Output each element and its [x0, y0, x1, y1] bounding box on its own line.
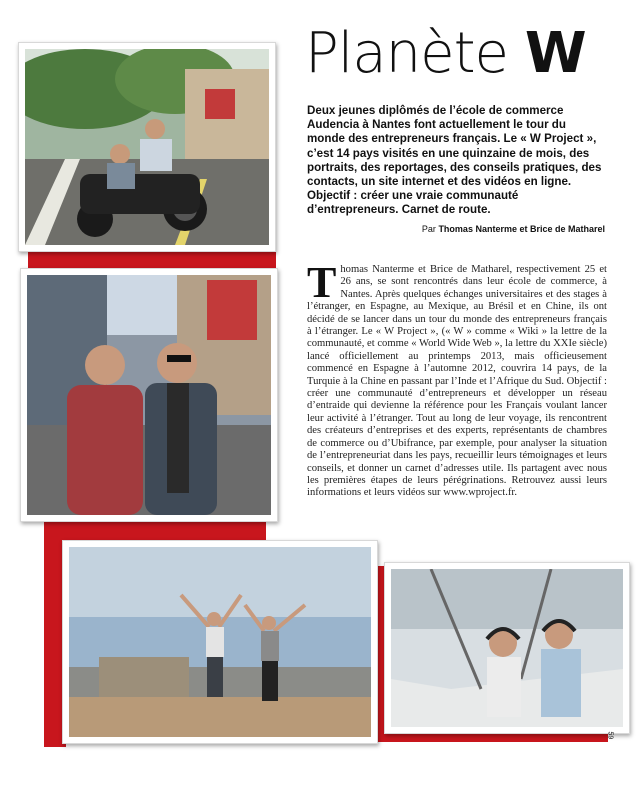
drop-cap: T [307, 258, 337, 307]
article-body [307, 258, 607, 500]
title-light: Planète [305, 21, 508, 86]
sidecar-image [25, 49, 269, 245]
city-duo-image [27, 275, 271, 515]
cockpit-image [391, 569, 623, 727]
title-bold: W [524, 21, 586, 86]
page-number: 59 [606, 731, 614, 740]
photo-cockpit [384, 562, 630, 734]
photo-arms-raised [62, 540, 378, 744]
byline-authors: Thomas Nanterme et Brice de Matharel [438, 224, 605, 234]
arms-raised-image [69, 547, 371, 737]
lead-paragraph: Deux jeunes diplômés de l’école de commerce Audencia à Nantes font actuellement le tour du monde des entrepreneurs français. Le « W Project », c’est 14 pays visités en une quinzaine de mois, des portraits, des reportages, des conseils pratiques, des contacts, un site internet et des vidéos en ligne. Objectif : créer une vraie communauté d’entrepreneurs. Carnet de route. [307, 104, 602, 217]
article-text: homas Nanterme et Brice de Matharel, respectivement 25 et 26 ans, se sont rencontrés dans leur école de commerce, à Nantes. Après quelques échanges universitaires et des stages à l’étranger, en Espagne, au Mexique, au Brésil et en Chine, ils ont décidé de se lancer dans un tour du monde des entrepreneurs français à l’étranger. Le « W Project », (« W » comme « Wiki » la lettre de la communauté, et comme « World Wide Web », la lettre du XXIe siècle) lancé officiellement au printemps 2013, mais officieusement commencé en Espagne à l’automne 2012, couvrira 14 pays, de la Turquie à la Chine en passant par l’Inde et l’Afrique du Sud. Objectif : créer une communauté d’entrepreneurs et développer un réseau d’entraide qui devienne la référence pour les Français voulant lancer leur activité à l’étranger. Tout au long de leur voyage, ils rencontrent des créateurs d’entreprises et des experts, représentants de chambres de commerce ou d’Ubifrance, par exemple, pour analyser la situation de l’entrepreneuriat dans les pays, recueillir leurs témoignages et leurs conseils, et donner un carnet d’adresses utile. Ils partagent avec nous les premières étapes de leurs pérégrinations. Retrouvez aussi leurs informations et leurs vidéos sur www.wproject.fr. [307, 264, 607, 499]
byline-prefix: Par [421, 224, 436, 234]
byline [307, 224, 605, 234]
page-title [305, 21, 625, 86]
photo-sidecar [18, 42, 276, 252]
photo-city-duo [20, 268, 278, 522]
